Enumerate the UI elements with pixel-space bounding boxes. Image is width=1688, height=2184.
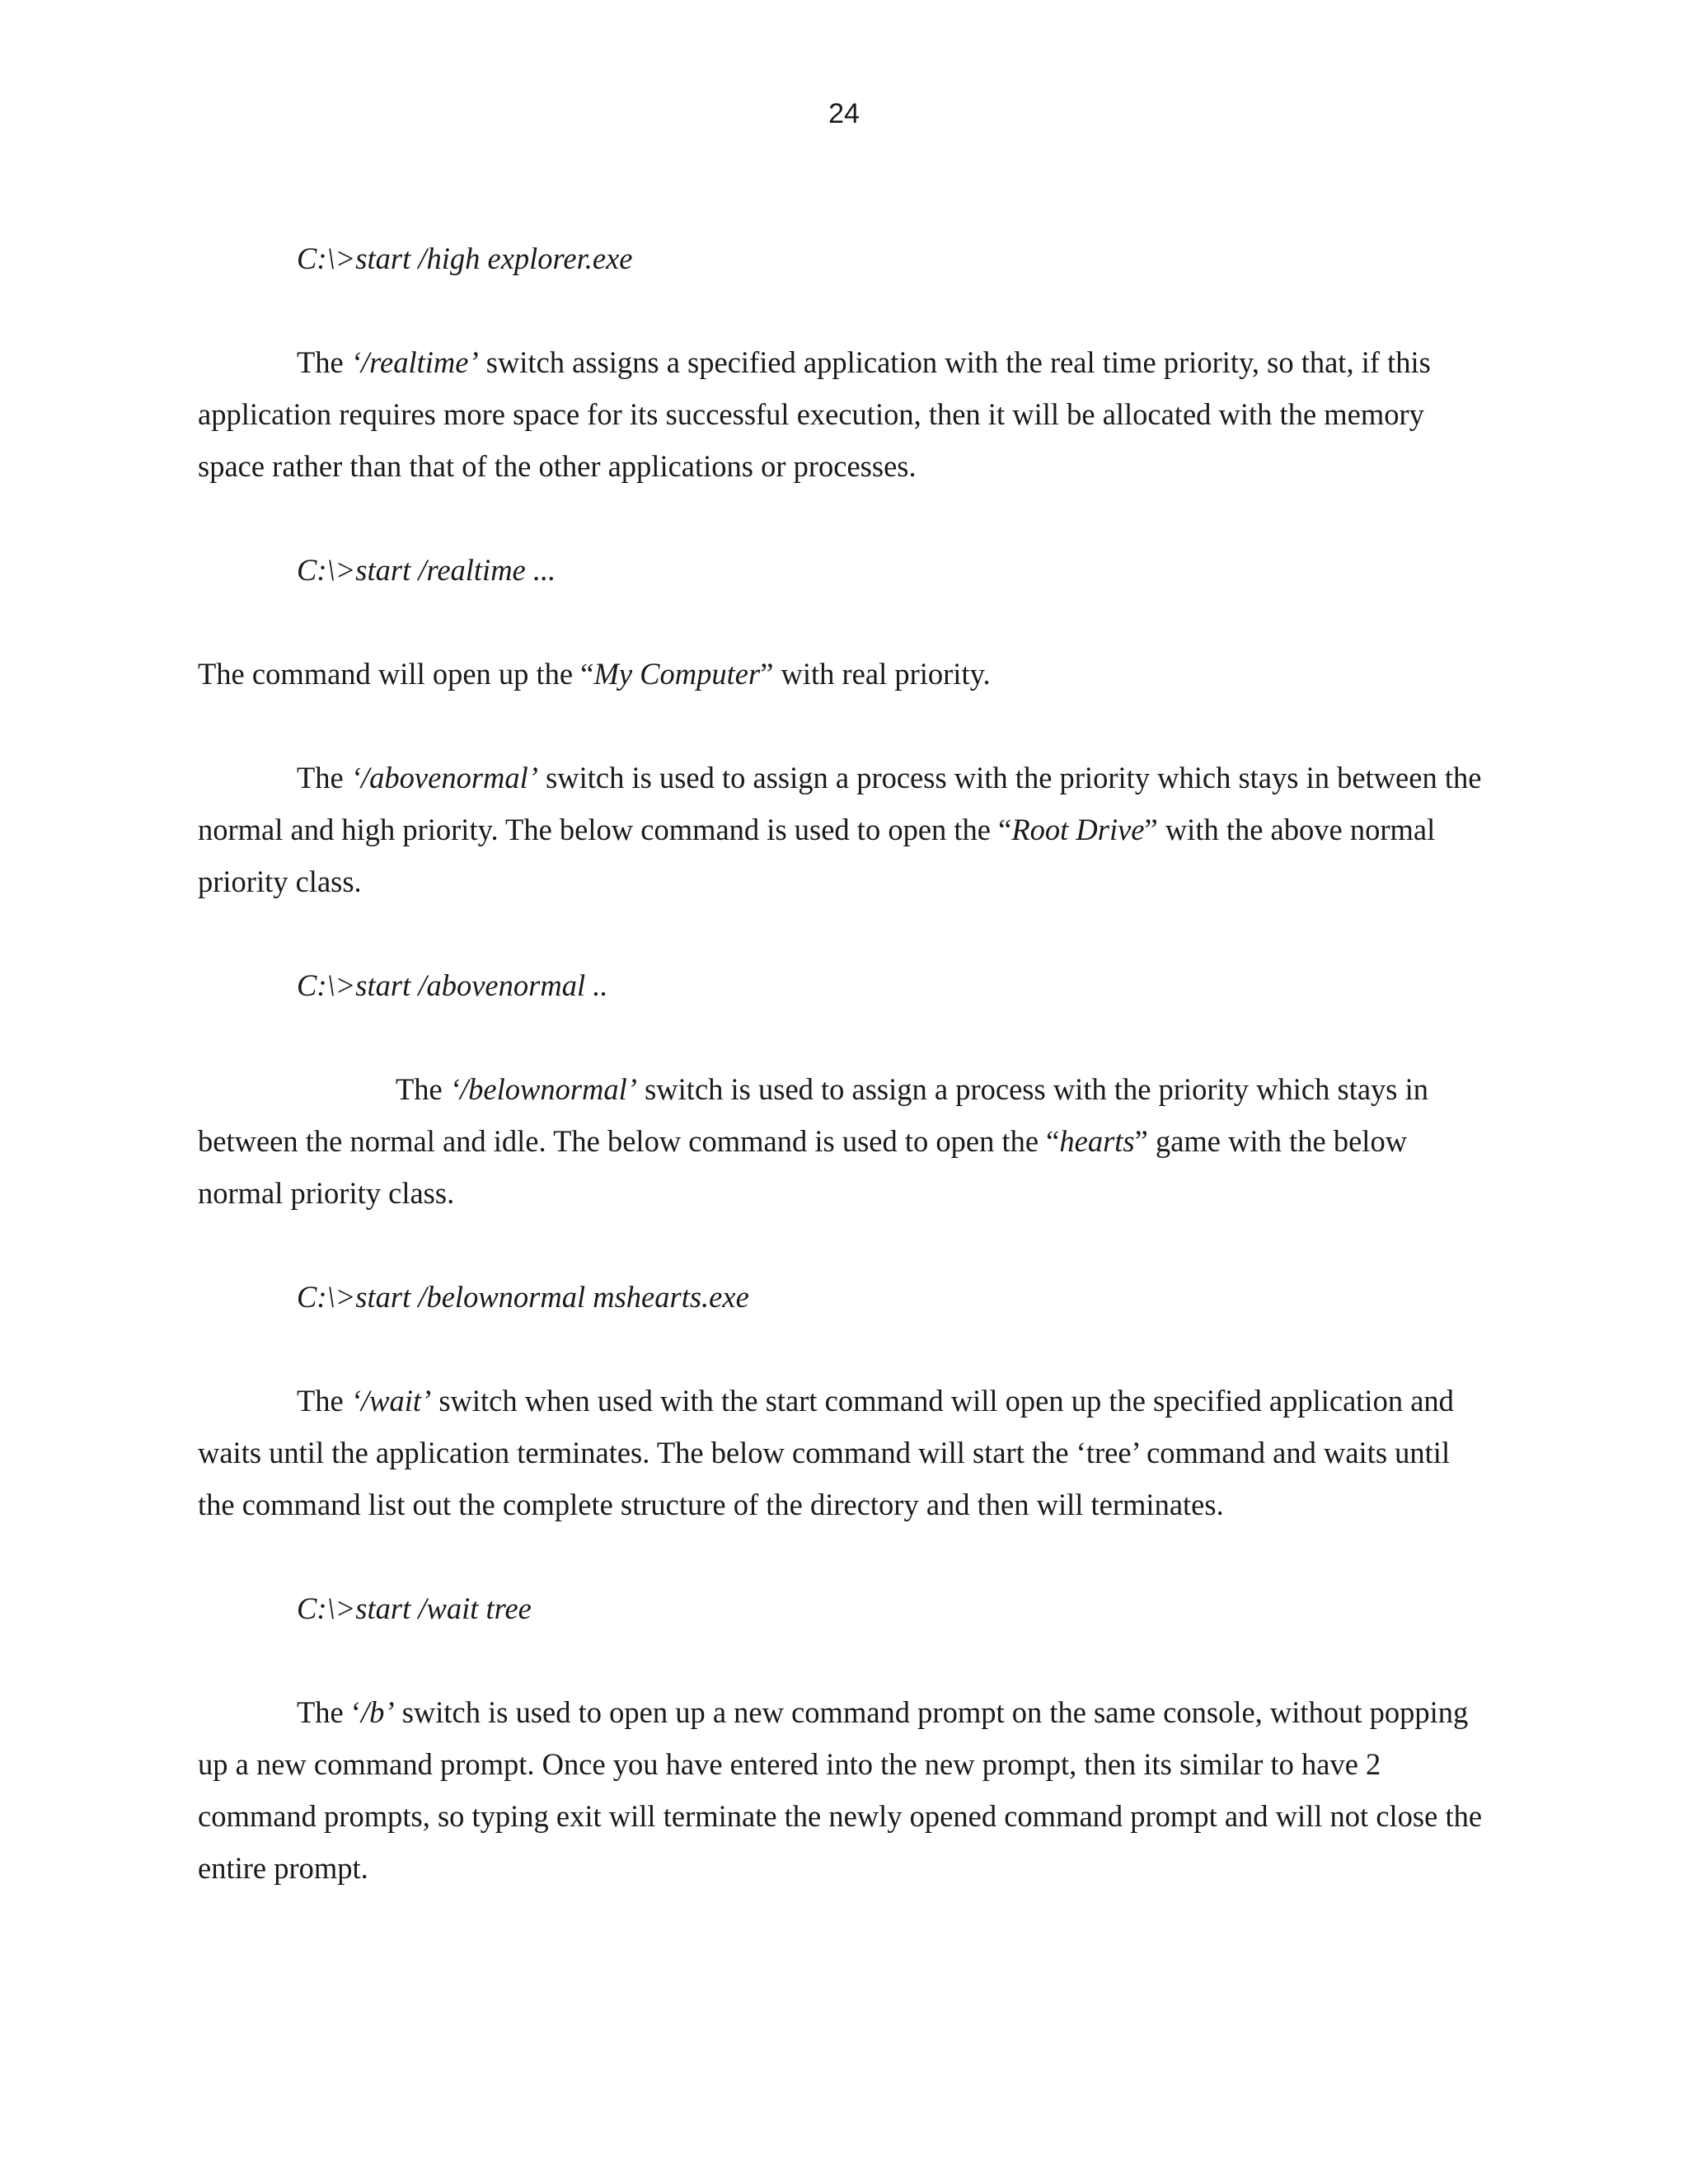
page-body (198, 232, 1490, 1946)
switch-name-b: /b’ (361, 1695, 395, 1729)
text-segment: The ‘ (297, 1695, 362, 1729)
page-number: 24 (828, 98, 860, 129)
text-segment: switch is used to assign a process with the priority which stays in between the normal and idle. The below command is used to open the “ (198, 1072, 1429, 1158)
command-high-explorer: C:\>start /high explorer.exe (297, 241, 633, 275)
text-segment: ” with the above normal priority class. (198, 813, 1436, 898)
text-segment: The (297, 1384, 351, 1418)
paragraph-wait (198, 1375, 1490, 1530)
text-segment: switch is used to assign a process with the priority which stays in between the normal and high priority. The below command is used to open the “ (198, 761, 1482, 846)
switch-name-abovenormal: ‘/abovenormal’ (350, 761, 538, 794)
paragraph-b-switch (198, 1686, 1490, 1894)
switch-name-wait: ‘/wait’ (350, 1384, 432, 1418)
emphasis-my-computer: My Computer (593, 657, 761, 691)
text-segment: ” with real priority. (760, 657, 991, 691)
text-segment: switch is used to open up a new command prompt on the same console, without popping up a new command prompt. Once you have entered into the new prompt, then its similar to have 2 command prompts, so typing exit will terminate the newly opened command prompt and will not close the entire prompt. (198, 1695, 1483, 1885)
command-realtime: C:\>start /realtime ... (297, 553, 556, 587)
paragraph-realtime (198, 336, 1490, 492)
text-segment: switch when used with the start command will open up the specified application and waits until the application terminates. The below command will start the ‘tree’ command and waits until the command list out the complete structure of the directory and then will terminates. (198, 1384, 1454, 1521)
switch-name-realtime: ‘/realtime’ (350, 345, 479, 379)
text-segment: The (297, 345, 351, 379)
emphasis-root-drive: Root Drive (1011, 813, 1145, 846)
switch-name-belownormal: ‘/belownormal’ (449, 1072, 637, 1106)
text-segment: The command will open up the “ (198, 657, 594, 691)
command-belownormal: C:\>start /belownormal mshearts.exe (297, 1280, 749, 1314)
paragraph-my-computer (198, 648, 1490, 700)
text-segment: ” game with the below normal priority class. (198, 1124, 1408, 1210)
emphasis-hearts: hearts (1059, 1124, 1135, 1158)
paragraph-abovenormal (198, 752, 1490, 907)
command-wait-tree: C:\>start /wait tree (297, 1591, 532, 1625)
command-abovenormal: C:\>start /abovenormal .. (297, 968, 608, 1002)
text-segment: The (396, 1072, 450, 1106)
text-segment: switch assigns a specified application with the real time priority, so that, if this application requires more space for its successful execution, then it will be allocated with the memory space rather than that of the other applications or processes. (198, 345, 1431, 483)
paragraph-belownormal (198, 1063, 1490, 1219)
text-segment: The (297, 761, 351, 794)
